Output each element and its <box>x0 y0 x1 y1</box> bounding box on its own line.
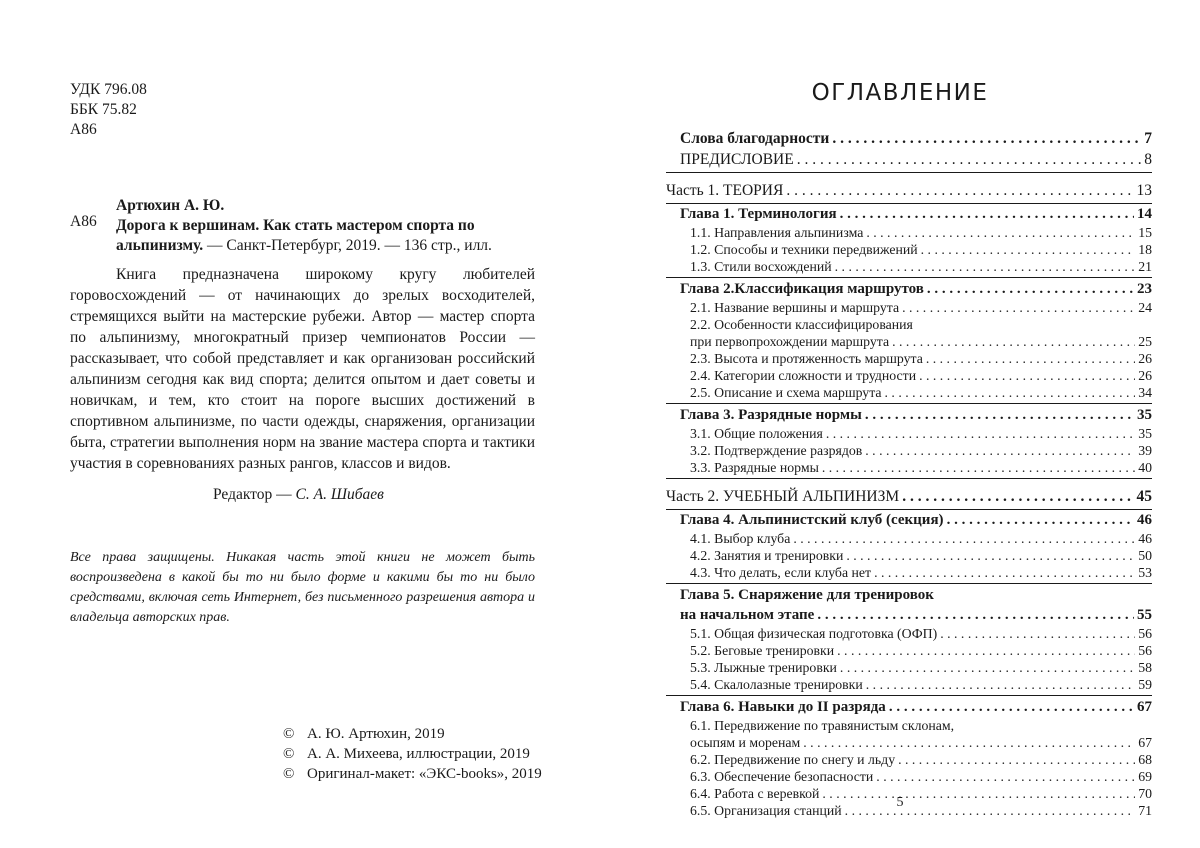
toc-section: 5.1. Общая физическая подготовка (ОФП) . . . 56 <box>666 625 1152 642</box>
toc-section: 3.3. Разрядные нормы . . . 40 <box>666 459 1152 479</box>
toc-chapter-5-line: Глава 5. Снаряжение для тренировок <box>666 583 1152 605</box>
copyright-sign: © <box>283 766 295 782</box>
toc-section: 2.5. Описание и схема маршрута . . . 34 <box>666 384 1152 401</box>
toc-section: 3.1. Общие положения . . . 35 <box>666 425 1152 442</box>
toc-section: 6.2. Передвижение по снегу и льду . . . 68 <box>666 751 1152 768</box>
toc-section: 2.3. Высота и протяженность маршрута . . . 26 <box>666 350 1152 367</box>
biblio-author-mark: А86 <box>70 213 97 230</box>
toc-section: 6.3. Обеспечение безопасности . . . 69 <box>666 768 1152 785</box>
toc-section: 2.4. Категории сложности и трудности . . . 26 <box>666 367 1152 384</box>
toc-section: при первопрохождении маршрута . . . 25 <box>666 333 1152 350</box>
toc-section: 5.4. Скалолазные тренировки . . . 59 <box>666 676 1152 693</box>
editor-name: С. А. Шибаев <box>295 486 384 503</box>
toc-section: 6.4. Работа с веревкой . . . 70 <box>666 785 1152 802</box>
toc-part-1: Часть 1. ТЕОРИЯ . . . 13 <box>666 181 1152 204</box>
toc-section: 1.3. Стили восхождений . . . 21 <box>666 258 1152 275</box>
copyright-block <box>283 724 542 784</box>
toc-chapter-4: Глава 4. Альпинистский клуб (секция) . . . 46 <box>666 510 1152 530</box>
copyright-sign: © <box>283 746 295 762</box>
book-annotation: Книга предназначена широкому кругу любителей горовосхождений — от начинающих до зрелых восходителей, стремящихся выйти на мастерские рубежи. Автор — мастер спорта по альпинизму, многократный призер чемпионатов России — рассказывает, что собой представляет и как организован российский альпинизм сегодня как вид спорта; делится опытом и дает советы и новичкам, и тем, кто стоит на пороге высших достижений в спортивном альпинизме, по части одежды, снаряжения, организации быта, стратегии выполнения норм на звание мастера спорта и тактики участия в соревнованиях разных рангов, классов и видов. <box>70 266 535 472</box>
toc-section: 1.1. Направления альпинизма . . . 15 <box>666 224 1152 241</box>
toc-section: 6.5. Организация станций . . . 71 <box>666 802 1152 819</box>
toc-chapter-6: Глава 6. Навыки до II разряда . . . 67 <box>666 695 1152 717</box>
classification-codes <box>70 80 147 140</box>
toc-section-line: 2.2. Особенности классифицирования <box>690 317 913 332</box>
toc-section: 1.2. Способы и техники передвижений . . . 18 <box>666 241 1152 258</box>
editor-line <box>213 486 384 504</box>
copyright-sign: © <box>283 726 295 742</box>
copyright-line: © А. Ю. Артюхин, 2019 <box>283 726 445 742</box>
toc-section: 4.2. Занятия и тренировки . . . 50 <box>666 547 1152 564</box>
udc-code: УДК 796.08 <box>70 81 147 98</box>
copyright-line: © Оригинал-макет: «ЭКС-books», 2019 <box>283 766 542 782</box>
page-number: 5 <box>896 795 904 810</box>
toc-entry-preface: ПРЕДИСЛОВИЕ . . . 8 <box>666 149 1152 173</box>
author-mark: А86 <box>70 121 97 138</box>
bibliographic-record <box>70 196 540 256</box>
editor-label: Редактор — <box>213 486 296 503</box>
biblio-author: Артюхин А. Ю. <box>116 197 225 214</box>
toc-section: 5.2. Беговые тренировки . . . 56 <box>666 642 1152 659</box>
toc-section: осыпям и моренам . . . 67 <box>666 734 1152 751</box>
bbk-code: ББК 75.82 <box>70 101 137 118</box>
biblio-title: Дорога к вершинам. Как стать мастером спорта по альпинизму. <box>116 217 475 254</box>
toc-chapter-2: Глава 2.Классификация маршрутов . . . 23 <box>666 277 1152 299</box>
toc-part-2: Часть 2. УЧЕБНЫЙ АЛЬПИНИЗМ . . . 45 <box>666 487 1152 510</box>
right-page <box>600 0 1200 848</box>
toc-section: 4.3. Что делать, если клуба нет . . . 53 <box>666 564 1152 581</box>
rights-notice: Все права защищены. Никакая часть этой книги не может быть воспроизведена в какой бы то ни было форме и какими бы то ни было средствами, включая сеть Интернет, без письменного разрешения автора и владельца авторских прав. <box>70 550 535 625</box>
toc-chapter-3: Глава 3. Разрядные нормы . . . 35 <box>666 403 1152 425</box>
biblio-imprint: — Санкт-Петербург, 2019. — 136 стр., илл. <box>203 237 492 254</box>
toc-section: 4.1. Выбор клуба . . . 46 <box>666 530 1152 547</box>
toc-section: 5.3. Лыжные тренировки . . . 58 <box>666 659 1152 676</box>
toc-section-line: 6.1. Передвижение по травянистым склонам, <box>690 718 955 733</box>
copyright-line: © А. А. Михеева, иллюстрации, 2019 <box>283 746 530 762</box>
toc-section: 2.1. Название вершины и маршрута . . . 24 <box>666 299 1152 316</box>
toc-chapter-1: Глава 1. Терминология . . . 14 <box>666 204 1152 224</box>
toc-section: 3.2. Подтверждение разрядов . . . 39 <box>666 442 1152 459</box>
toc-chapter-5: на начальном этапе . . . 55 <box>666 605 1152 625</box>
toc-entry-acknowledgements: Слова благодарности . . . 7 <box>666 128 1152 149</box>
table-of-contents <box>666 128 1152 819</box>
toc-title: ОГЛАВЛЕНИЕ <box>811 80 989 106</box>
